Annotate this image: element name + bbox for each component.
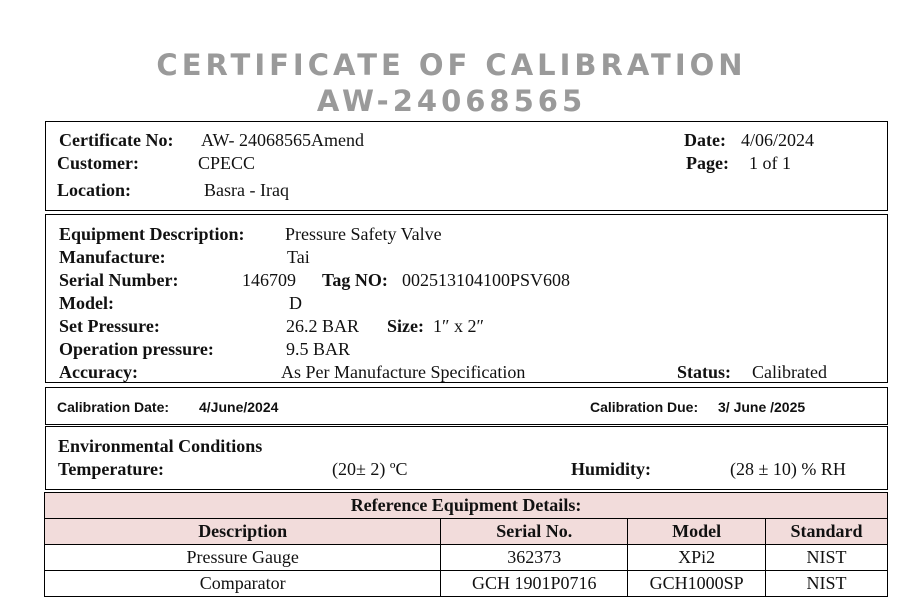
calibration-box xyxy=(45,387,888,425)
tag-value: 002513104100PSV608 xyxy=(402,270,571,290)
calibration-date-value: 4/June/2024 xyxy=(199,399,279,415)
model-value: D xyxy=(289,293,302,313)
equipment-desc-value: Pressure Safety Valve xyxy=(285,224,442,244)
size-label: Size: xyxy=(387,316,424,336)
calibration-date-label: Calibration Date: xyxy=(57,399,170,415)
reference-equipment-table xyxy=(44,492,888,597)
serial-value: 146709 xyxy=(242,270,296,290)
reference-columns-row xyxy=(45,519,888,545)
environment-box xyxy=(45,426,888,490)
table-cell: XPi2 xyxy=(628,545,766,571)
certificate-title: CERTIFICATE OF CALIBRATION xyxy=(156,48,747,82)
table-cell: 362373 xyxy=(441,545,628,571)
table-cell: Comparator xyxy=(45,571,441,597)
table-cell: NIST xyxy=(766,571,888,597)
equipment-desc-label: Equipment Description: xyxy=(59,224,245,244)
equipment-box xyxy=(45,214,888,383)
accuracy-label: Accuracy: xyxy=(59,362,138,382)
model-label: Model: xyxy=(59,293,114,313)
reference-heading-row xyxy=(45,493,888,519)
column-header: Model xyxy=(628,519,766,545)
accuracy-value: As Per Manufacture Specification xyxy=(281,362,526,382)
status-label: Status: xyxy=(677,362,732,382)
table-cell: Pressure Gauge xyxy=(45,545,441,571)
table-cell: GCH 1901P0716 xyxy=(441,571,628,597)
manufacture-value: Tai xyxy=(287,247,310,267)
date-value: 4/06/2024 xyxy=(741,130,815,150)
table-cell: NIST xyxy=(766,545,888,571)
serial-label: Serial Number: xyxy=(59,270,179,290)
table-cell: GCH1000SP xyxy=(628,571,766,597)
table-row xyxy=(45,571,888,597)
column-header: Standard xyxy=(766,519,888,545)
cert-value: AW- 24068565Amend xyxy=(201,130,365,150)
reference-heading: Reference Equipment Details: xyxy=(45,493,888,519)
customer-value: CPECC xyxy=(198,153,256,173)
tag-label: Tag NO: xyxy=(322,270,388,290)
location-value: Basra - Iraq xyxy=(204,180,289,200)
operation-pressure-value: 9.5 BAR xyxy=(286,339,351,359)
temperature-value: (20± 2) ºC xyxy=(332,459,408,479)
date-label: Date: xyxy=(684,130,726,150)
page-value: 1 of 1 xyxy=(749,153,791,173)
temperature-label: Temperature: xyxy=(58,459,164,479)
humidity-value: (28 ± 10) % RH xyxy=(730,459,846,479)
cert-label: Certificate No: xyxy=(59,130,174,150)
location-label: Location: xyxy=(57,180,131,200)
header-box xyxy=(45,121,888,211)
column-header: Description xyxy=(45,519,441,545)
certificate-number-title: AW-24068565 xyxy=(316,84,587,118)
environment-heading: Environmental Conditions xyxy=(58,436,263,456)
customer-label: Customer: xyxy=(57,153,139,173)
operation-pressure-label: Operation pressure: xyxy=(59,339,214,359)
page-label: Page: xyxy=(686,153,729,173)
size-value: 1″ x 2″ xyxy=(433,316,484,336)
set-pressure-value: 26.2 BAR xyxy=(286,316,360,336)
column-header: Serial No. xyxy=(441,519,628,545)
status-value: Calibrated xyxy=(752,362,827,382)
calibration-due-value: 3/ June /2025 xyxy=(718,399,806,415)
manufacture-label: Manufacture: xyxy=(59,247,166,267)
humidity-label: Humidity: xyxy=(571,459,652,479)
set-pressure-label: Set Pressure: xyxy=(59,316,160,336)
calibration-due-label: Calibration Due: xyxy=(590,399,699,415)
table-row xyxy=(45,545,888,571)
